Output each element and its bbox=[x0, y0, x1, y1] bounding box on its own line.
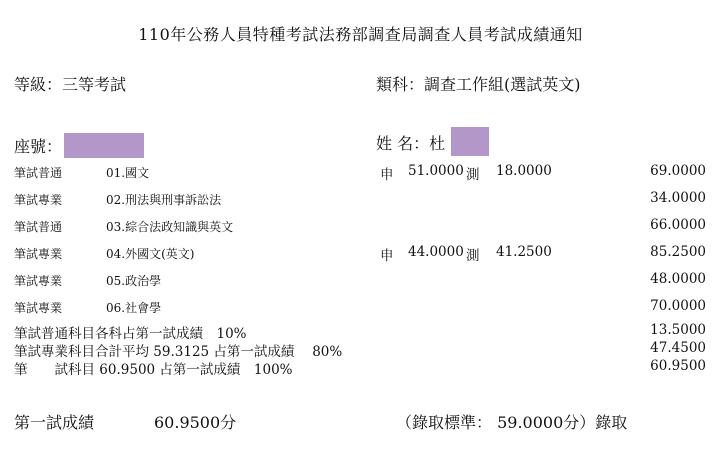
category-label: 類科： bbox=[376, 75, 425, 94]
row-score: 66.0000 bbox=[650, 217, 706, 233]
row-subject: 06.社會學 bbox=[106, 301, 162, 315]
row-mark-apply: 申 bbox=[380, 248, 394, 264]
row-type: 筆試普通 bbox=[14, 220, 63, 234]
row-score: 69.0000 bbox=[650, 163, 706, 179]
row-score: 34.0000 bbox=[650, 190, 706, 206]
row-mark-test: 測 bbox=[466, 167, 480, 183]
row-test-value: 41.2500 bbox=[496, 244, 552, 260]
summary-text: 筆 試科目 60.9500 占第一試成績 100% bbox=[14, 362, 293, 378]
row-subject: 02.刑法與刑事訴訟法 bbox=[106, 193, 222, 207]
row-mark-apply: 申 bbox=[380, 167, 394, 183]
row-subject: 03.綜合法政知識與英文 bbox=[106, 220, 234, 234]
grade-label: 等級： bbox=[14, 75, 63, 94]
seat-redaction bbox=[64, 133, 144, 158]
seat-line bbox=[14, 134, 144, 158]
summary-score: 60.9500 bbox=[650, 358, 706, 374]
row-apply-value: 51.0000 bbox=[408, 163, 464, 179]
summary-text: 筆試專業科目合計平均 59.3125 占第一試成績 80% bbox=[14, 344, 343, 360]
grade-value: 三等考試 bbox=[62, 75, 127, 94]
row-test-value: 18.0000 bbox=[496, 163, 552, 179]
summary-score: 47.4500 bbox=[650, 340, 706, 356]
row-score: 48.0000 bbox=[650, 271, 706, 287]
row-score: 70.0000 bbox=[650, 298, 706, 314]
name-redaction bbox=[451, 127, 489, 156]
row-type: 筆試專業 bbox=[14, 274, 63, 288]
row-apply-value: 44.0000 bbox=[408, 244, 464, 260]
name-label: 姓 名： bbox=[376, 134, 430, 153]
name-value: 杜 bbox=[429, 134, 446, 153]
row-type: 筆試專業 bbox=[14, 301, 63, 315]
row-type: 筆試專業 bbox=[14, 193, 63, 207]
row-subject: 04.外國文(英文) bbox=[106, 247, 195, 261]
seat-label: 座號： bbox=[14, 137, 63, 156]
row-subject: 01.國文 bbox=[106, 166, 150, 180]
grade-line bbox=[14, 72, 126, 95]
name-line bbox=[376, 131, 489, 156]
summary-text: 筆試普通科目各科占第一試成績 10% bbox=[14, 326, 247, 342]
row-type: 筆試專業 bbox=[14, 247, 63, 261]
row-type: 筆試普通 bbox=[14, 166, 63, 180]
row-subject: 05.政治學 bbox=[106, 274, 162, 288]
summary-score: 13.5000 bbox=[650, 322, 706, 338]
category-value: 調查工作組(選試英文) bbox=[424, 75, 581, 94]
final-score-label: 第一試成績 bbox=[14, 413, 95, 432]
category-line bbox=[376, 72, 581, 95]
final-score-value: 60.9500分 bbox=[154, 413, 237, 432]
admission-standard: （錄取標準： 59.0000分）錄取 bbox=[396, 413, 628, 432]
page-title: 110年公務人員特種考試法務部調查局調查人員考試成績通知 bbox=[138, 25, 583, 44]
row-mark-test: 測 bbox=[466, 248, 480, 264]
row-score: 85.2500 bbox=[650, 244, 706, 260]
